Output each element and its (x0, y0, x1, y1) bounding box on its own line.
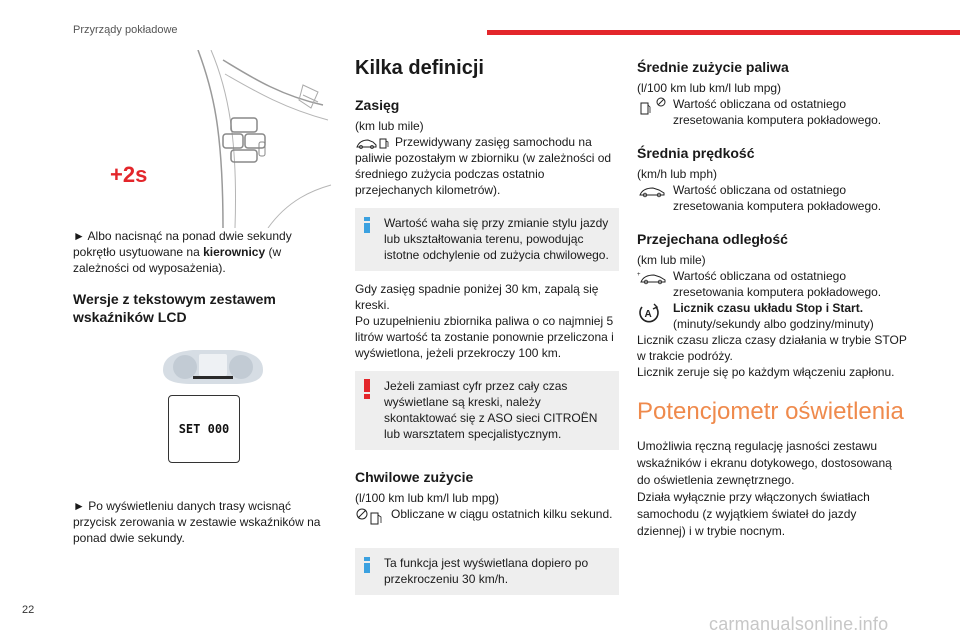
average-speed-heading: Średnia prędkość (637, 145, 755, 161)
reset-instruction-cluster: ► Po wyświetleniu danych trasy wcisnąć przycisk zerowania w zestawie wskaźników na ponad dwie sekundy. (73, 499, 321, 545)
dashes-warning-note: Jeżeli zamiast cyfr przez cały czas wyświetlane są kreski, należy skontaktować się z ASO sieci CITROËN lub warsztatem specjalistycznym. (355, 371, 619, 450)
lcd-versions-heading: Wersje z tekstowym zestawem wskaźników LCD (73, 291, 276, 325)
steering-wheel-icon (73, 50, 333, 228)
lcd-display-text: SET 000 (178, 422, 230, 436)
instant-consumption-unit: (l/100 km lub km/l lub mpg) (355, 491, 500, 505)
instant-consumption-definition: Obliczane w ciągu ostatnich kilku sekund. (355, 506, 619, 534)
car-distance-icon (637, 269, 667, 285)
info-icon (364, 557, 370, 573)
distance-travelled-heading: Przejechana odległość (637, 231, 788, 247)
header-accent-bar (487, 30, 960, 35)
two-seconds-badge: +2s (110, 162, 148, 187)
range-definition: Przewidywany zasięg samochodu na paliwie pozostałym w zbiorniku (w zależności od średniego zużycia podczas ostatnio przejechanych kilometrów). (355, 135, 612, 197)
instant-consumption-heading: Chwilowe zużycie (355, 469, 474, 485)
range-unit: (km lub mile) (355, 119, 424, 133)
stop-start-icon (637, 301, 661, 325)
low-range-text: Gdy zasięg spadnie poniżej 30 km, zapalą się kreski. Po uzupełnieniu zbiornika paliwa o co najmniej 5 litrów wartość ta zostanie ponownie przeliczona i wyświetlona, jeżeli przekroczy 100 km. (355, 282, 614, 360)
steering-wheel-illustration (73, 50, 333, 228)
distance-travelled-unit: (km lub mile) (637, 253, 706, 267)
range-info-note: Wartość waha się przy zmianie stylu jazdy lub ukształtowania terenu, powodując istotne odchylenie od zużycia chwilowego. (355, 208, 619, 271)
car-speed-icon (637, 183, 667, 199)
svg-text:A: A (644, 309, 652, 320)
warning-icon (364, 379, 370, 399)
lcd-display-panel (168, 395, 240, 463)
fuel-consumption-icon (637, 97, 667, 119)
average-consumption-heading: Średnie zużycie paliwa (637, 59, 789, 75)
average-consumption-definition: Wartość obliczana od ostatniego zresetowania komputera pokładowego. (637, 96, 907, 128)
stop-start-timer-text: Licznik czasu zlicza czasy działania w trybie STOP w trakcie podróży. Licznik zeruje się po każdym włączeniu zapłonu. (637, 333, 907, 379)
svg-text:+: + (637, 272, 641, 278)
page-number: 22 (22, 604, 35, 616)
instrument-cluster-illustration (73, 340, 333, 500)
average-consumption-unit: (l/100 km lub km/l lub mpg) (637, 81, 782, 95)
range-heading: Zasięg (355, 97, 400, 113)
column-left (73, 50, 333, 546)
instant-consumption-info-note: Ta funkcja jest wyświetlana dopiero po przekroczeniu 30 km/h. (355, 548, 619, 595)
lighting-dimmer-heading: Potencjometr oświetlenia (637, 398, 904, 425)
stop-start-timer-definition: A Licznik czasu układu Stop i Start. (minuty/sekundy albo godziny/minuty) (637, 300, 907, 332)
instrument-cluster-icon (73, 340, 333, 390)
fuel-consumption-icon (355, 507, 385, 529)
running-header: Przyrządy pokładowe (73, 24, 178, 36)
info-icon (364, 217, 370, 233)
lighting-dimmer-text: Umożliwia ręczną regulację jasności zestawu wskaźników i ekranu dotykowego, dostosowaną do oświetlenia zewnętrznego. Działa wyłącznie przy włączonych światłach samochodu (z wyjątkiem świateł do jazdy dziennej) i w trybie nocnym. (637, 439, 892, 538)
column-middle (355, 50, 619, 595)
definitions-title: Kilka definicji (355, 57, 484, 79)
average-speed-unit: (km/h lub mph) (637, 167, 718, 181)
average-speed-definition: Wartość obliczana od ostatniego zresetowania komputera pokładowego. (637, 182, 907, 214)
reset-instruction-wheel: ► Albo nacisnąć na ponad dwie sekundy pokrętło usytuowane na kierownicy (w zależności od wyposażenia). (73, 229, 292, 275)
distance-travelled-definition: + Wartość obliczana od ostatniego zresetowania komputera pokładowego. (637, 269, 882, 299)
watermark-text: carmanualsonline.info (709, 614, 889, 634)
column-right (637, 50, 907, 540)
range-car-fuel-icon (356, 136, 390, 150)
